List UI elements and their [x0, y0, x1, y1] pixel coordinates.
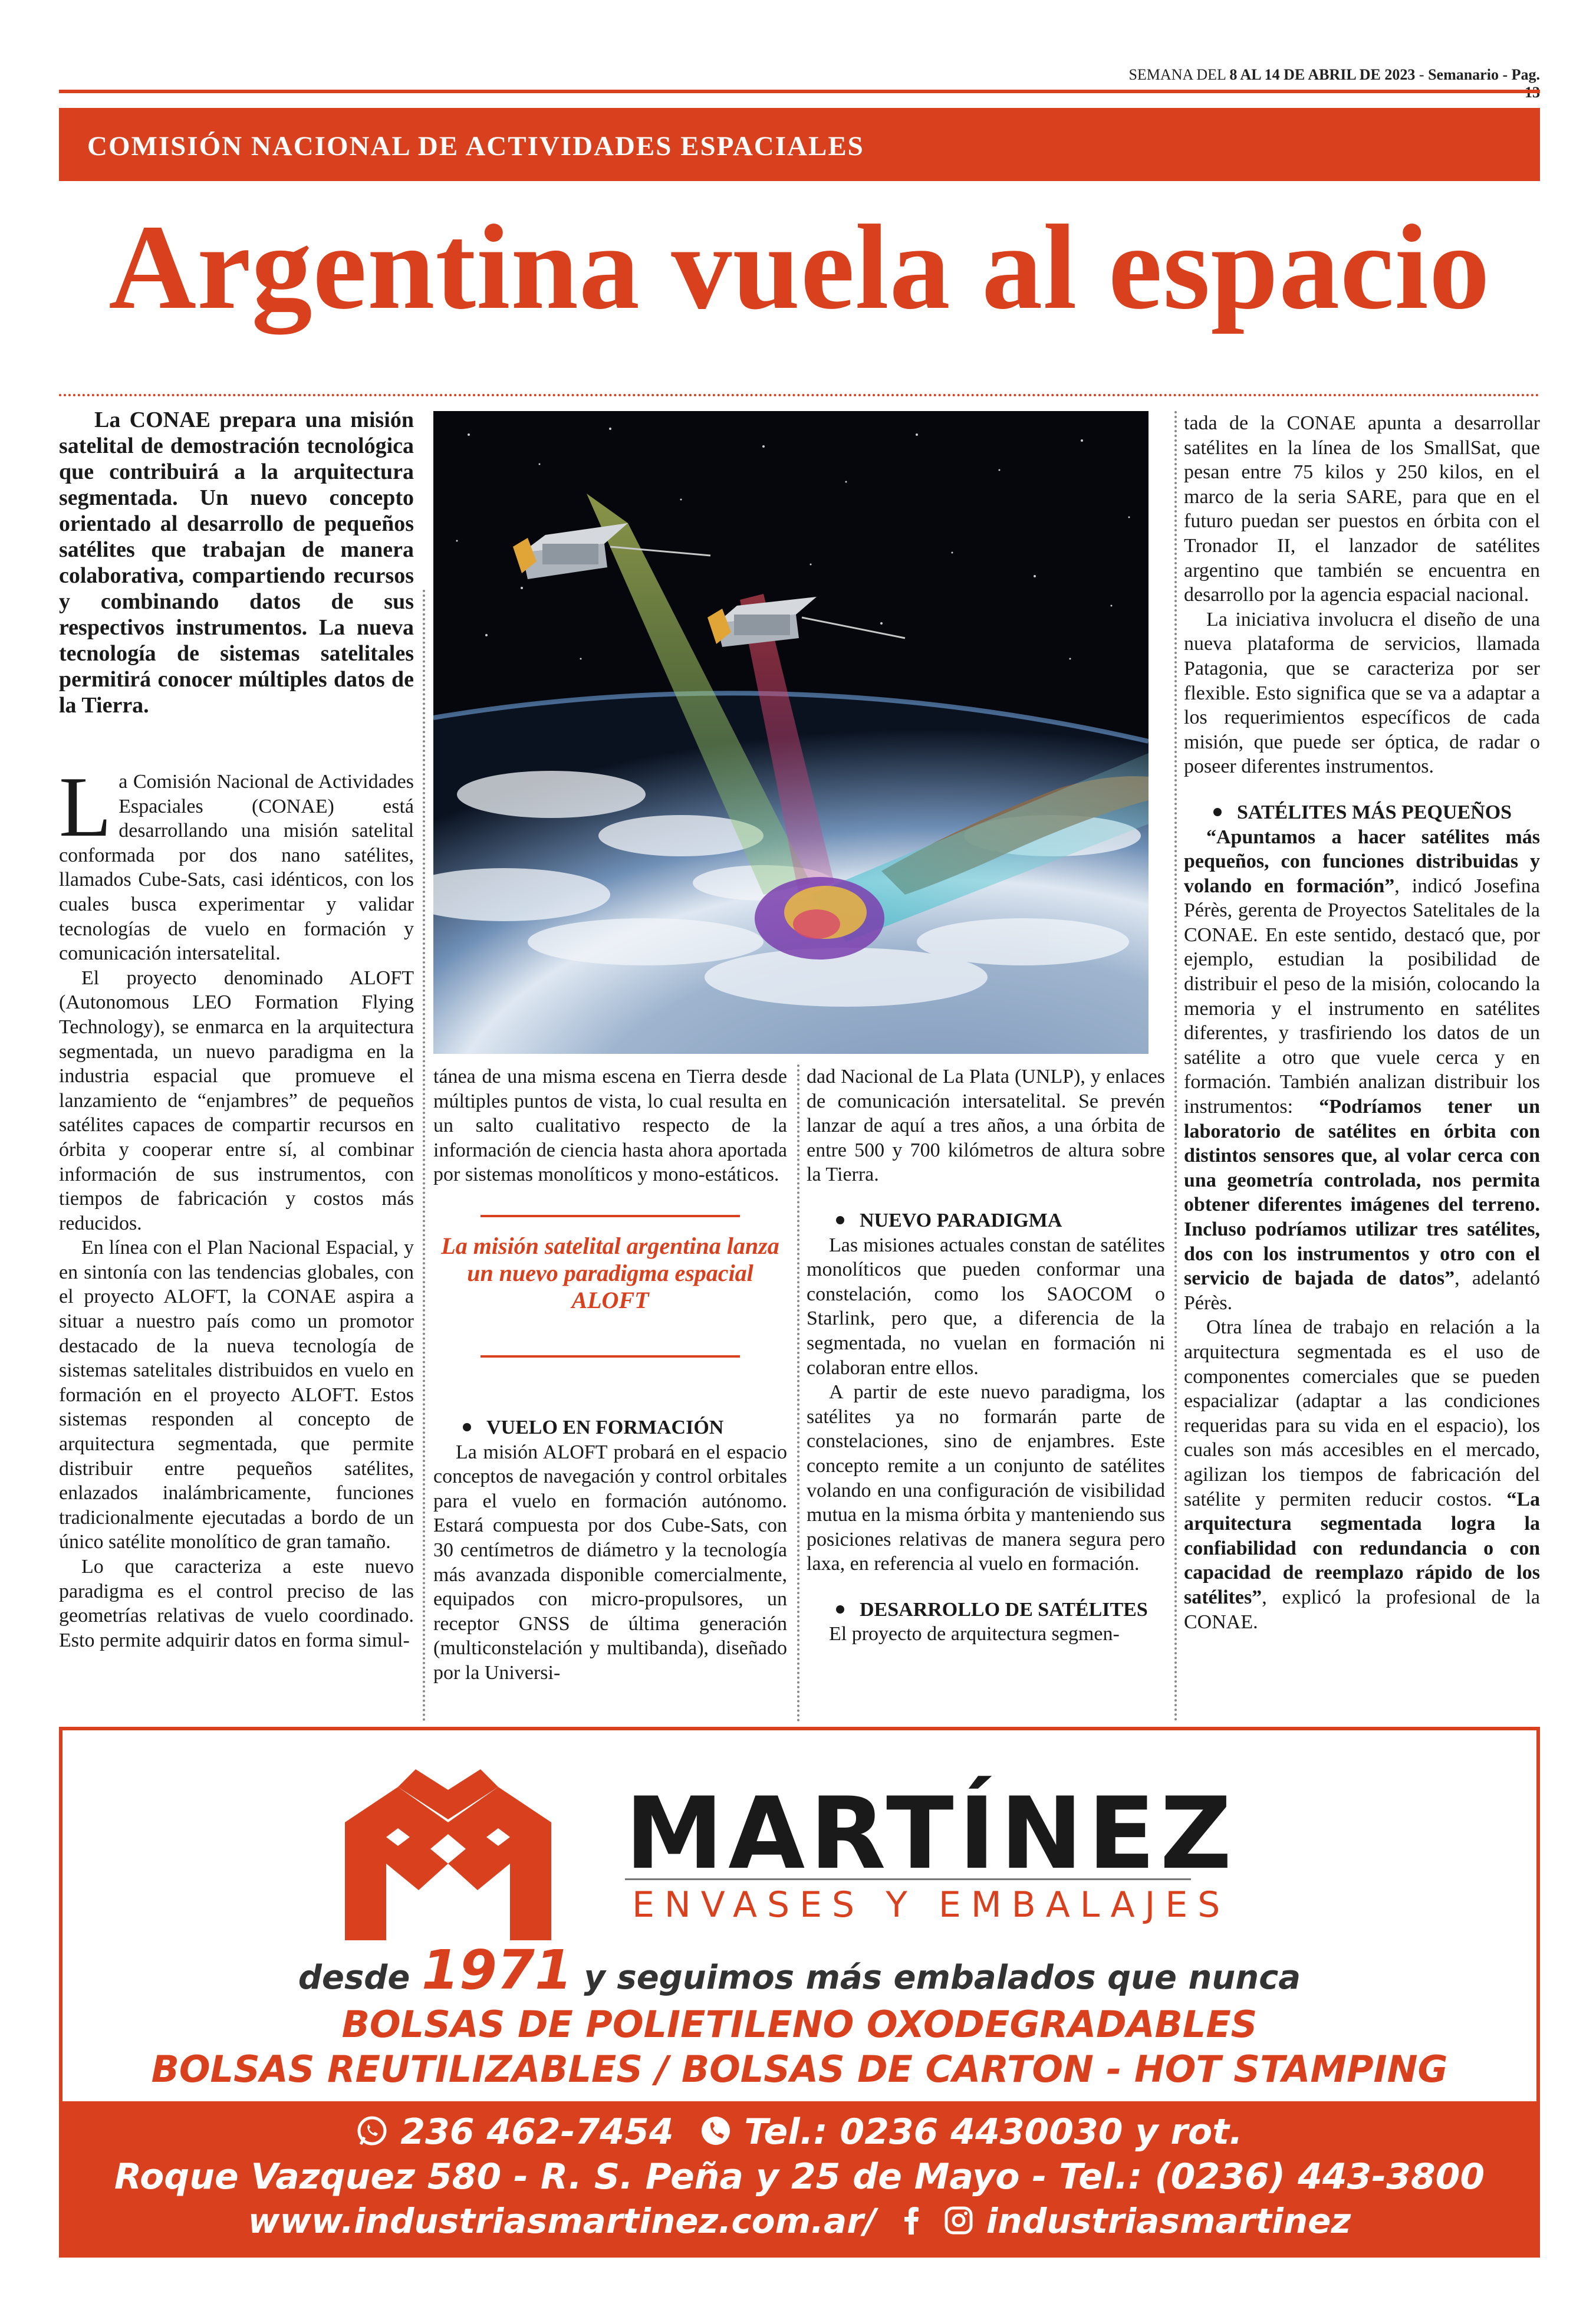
drop-cap: L — [59, 759, 112, 855]
satellite-photo — [433, 411, 1149, 1054]
col2-paragraph-1: tánea de una misma escena en Tierra desde múltiples puntos de vista, lo cual resulta en un salto cualitativo respecto de la información de ciencia hasta ahora aportada por sistemas monolíticos y mono-estáticos. — [433, 1066, 787, 1186]
col4-paragraph-4b: , explicó la profesional de la CONAE. — [1184, 1586, 1540, 1633]
col4-paragraph-2: La iniciativa involucra el diseño de una nueva plataforma de servicios, llamada Patagonia, que se caracteriza por ser flexible. Esto significa que se va a adaptar a los requerimientos específicos de cada misión, que puede ser óptica, de radar o poseer diferentes instrumentos. — [1184, 608, 1540, 778]
ad-contact-band — [62, 2101, 1536, 2254]
col1-paragraph-1: a Comisión Nacional de Actividades Espaciales (CONAE) está desarrollando una misión satelital conformada por dos nano satélites, llamados Cube-Sats, casi idénticos, con los cuales busca experimentar y validar tecnologías de vuelo en formación y comunicación intersatelital. — [59, 771, 414, 965]
subhead-satelites — [1184, 800, 1540, 825]
ad-social-handle[interactable]: industriasmartinez — [986, 2201, 1351, 2241]
ad-product-line-1: BOLSAS DE POLIETILENO OXODEGRADABLES — [341, 2003, 1258, 2046]
subhead-vuelo — [433, 1415, 787, 1440]
col1-paragraph-4: Lo que caracteriza a este nuevo paradigma es el control preciso de las geometrías relativas de vuelo coordinado. Esto permite adquirir datos en forma simul- — [59, 1556, 414, 1651]
subhead-vuelo-text: VUELO EN FORMACIÓN — [486, 1417, 724, 1438]
col3-paragraph-2: Las misiones actuales constan de satélites monolíticos que pueden conformar una constelación, como los SAOCOM o Starlink, pero que, a diferencia de la segmentada, no vuelan en formación ni colaboran entre ellos. — [807, 1234, 1165, 1379]
article-column-2 — [433, 1064, 787, 1187]
bullet-icon — [463, 1423, 471, 1431]
col2-paragraph-2: La misión ALOFT probará en el espacio conceptos de navegación y control orbitales para el vuelo en formación autónomo. Estará compuesta por dos Cube-Sats, con 30 centímetros de diámetro y la tecnología más avanzada disponible comercialmente, equipados con micro-propulsores, un receptor GNSS de última generación (multiconstelación y multibanda), diseñado por la Universi- — [433, 1441, 787, 1684]
ad-website[interactable]: www.industriasmartinez.com.ar/ — [248, 2201, 877, 2241]
article-column-2-lower — [433, 1415, 787, 1686]
ad-address: Roque Vazquez 580 - R. S. Peña y 25 de Mayo - Tel.: (0236) 443-3800 — [114, 2156, 1485, 2197]
whatsapp-icon — [356, 2115, 388, 2153]
folio-prefix: SEMANA DEL — [1128, 66, 1230, 83]
article-column-1 — [59, 759, 414, 1652]
bullet-icon — [1213, 808, 1222, 816]
article-column-3 — [807, 1064, 1165, 1647]
col3-paragraph-3: A partir de este nuevo paradigma, los satélites ya no formarán parte de constelaciones, sino de enjambres. Este concepto remite a un conjunto de satélites volando en una configuración de visibilidad mutua en la misma órbita y manteniendo sus posiciones relativas de manera segura pero laxa, en referencia al vuelo en formación. — [807, 1381, 1165, 1575]
ad-product-line-2: BOLSAS REUTILIZABLES / BOLSAS DE CARTON - HOT STAMPING — [151, 2048, 1448, 2091]
col3-paragraph-4: El proyecto de arquitectura segmen- — [829, 1623, 1120, 1645]
ad-tagline — [59, 1940, 1540, 2000]
col4-paragraph-1: tada de la CONAE apunta a desarrollar satélites en la línea de los SmallSat, que pesan entre 75 kilos y 250 kilos, en el marco de la seria SARE, para que en el futuro puedan ser puestos en órbita con el Tronador II, el lanzador de satélites argentino que también se encuentra en desarrollo por la agencia espacial nacional. — [1184, 412, 1540, 606]
martinez-logo-icon — [327, 1763, 569, 1952]
brand-divider — [625, 1878, 1191, 1880]
quote-3: “La arquitectura segmentada logra la confiabilidad con redundancia o con capacidad de reemplazo rápido de los satélites” — [1184, 1488, 1540, 1608]
folio-paper: Semanario — [1428, 66, 1499, 83]
headline-divider — [59, 394, 1540, 396]
section-title: COMISIÓN NACIONAL DE ACTIVIDADES ESPACIALES — [87, 131, 864, 162]
subhead-paradigma-text: NUEVO PARADIGMA — [860, 1209, 1062, 1231]
tagline-post: y seguimos más embalados que nunca — [572, 1959, 1301, 1997]
subhead-desarrollo — [807, 1598, 1165, 1622]
column-separator — [1174, 411, 1177, 1722]
article-column-4 — [1184, 411, 1540, 1634]
quote-1: “Apuntamos a hacer satélites más pequeños, con funciones distribuidas y volando en formación” — [1184, 826, 1540, 897]
folio-dates: 8 AL 14 DE ABRIL DE 2023 — [1229, 66, 1416, 83]
col4-paragraph-3a: , indicó Josefina Pérès, gerenta de Proyectos Satelitales de la CONAE. En este sentido, destacó que, por ejemplo, estudian la posibilidad de distribuir el peso de la misión, colocando la memoria y el instrumento en satélites diferentes, y trasfiriendo los datos de un satélite a otro que vuele cerca y en formación. También analizan distribuir los instrumentos: — [1184, 875, 1540, 1118]
tagline-pre: desde — [298, 1959, 422, 1997]
page-folio — [1120, 66, 1540, 101]
subhead-satelites-text: SATÉLITES MÁS PEQUEÑOS — [1237, 801, 1512, 823]
headline: Argentina vuela al espacio — [108, 199, 1490, 334]
col1-paragraph-2: El proyecto denominado ALOFT (Autonomous LEO Formation Flying Technology), se enmarca en la arquitectura segmentada, un nuevo paradigma en la industria espacial que promueve el lanzamiento de “enjambres” de pequeños satélites capaces de compartir recursos en órbita y cooperar entre sí, al combinar información de sus instrumentos, con tiempos de fabricación y costos más reducidos. — [59, 967, 414, 1234]
section-bar — [59, 108, 1540, 181]
pullquote: La misión satelital argentina lanza un nuevo paradigma espacial ALOFT — [441, 1233, 779, 1313]
facebook-icon — [900, 2205, 923, 2241]
column-separator — [797, 1064, 799, 1722]
top-rule — [59, 90, 1540, 93]
pullquote-rule-bottom — [481, 1355, 740, 1358]
pullquote-rule-top — [481, 1215, 740, 1217]
col1-paragraph-3: En línea con el Plan Nacional Espacial, y en sintonía con las tendencias globales, con el proyecto ALOFT, la CONAE aspira a situar a nuestro país como un promotor destacado de la nueva tecnología de sistemas satelitales distribuidos en vuelo en formación en el proyecto ALOFT. Estos sistemas responden al concepto de arquitectura segmentada, que permite distribuir entre pequeños satélites, enlazados inalámbricamente, funciones tradicionalmente ejecutadas a bordo de un único satélite monolítico de gran tamaño. — [59, 1237, 414, 1553]
phone-icon — [700, 2115, 732, 2153]
brand-name: MARTÍNEZ — [625, 1776, 1237, 1891]
folio-page: - Pag. — [1502, 66, 1540, 83]
subhead-desarrollo-text: DESARROLLO DE SATÉLITES — [860, 1598, 1148, 1621]
tagline-year: 1971 — [421, 1939, 572, 2002]
brand-subtitle: ENVASES Y EMBALAJES — [632, 1884, 1230, 1926]
bullet-icon — [836, 1605, 844, 1614]
ad-contact-row-1 — [62, 2111, 1536, 2153]
lead-paragraph: La CONAE prepara una misión satelital de demostración tecnológica que contribuirá a la arquitectura segmentada. Un nuevo concepto orientado al desarrollo de pequeños satélites que trabajan de manera colaborativa, compartiendo recursos y combinando datos de sus respectivos instrumentos. La nueva tecnología de sistemas satelitales permitirá conocer múltiples datos de la Tierra. — [59, 408, 414, 718]
ad-contact-row-3 — [62, 2201, 1536, 2241]
folio-sep: - — [1415, 66, 1429, 83]
col4-paragraph-4: Otra línea de trabajo en relación a la arquitectura segmentada es el uso de componentes comerciales que se pueden espacializar (adaptar a las condiciones requeridas para su vida en el espacio), los cuales son más accesibles en el mercado, agilizan los tiempos de fabricación del satélite y permiten reducir costos. — [1184, 1316, 1540, 1510]
col4-paragraph-3b: , adelantó Pérès. — [1184, 1267, 1540, 1314]
subhead-paradigma — [807, 1208, 1165, 1233]
quote-2: “Podríamos tener un laboratorio de satélites en órbita con distintos sensores que, al volar cerca con una geometría controlada, nos permita obtener diferentes imágenes del terreno. Incluso podríamos utilizar tres satélites, dos con los instrumentos y otro con el servicio de bajada de datos” — [1184, 1096, 1540, 1290]
bullet-icon — [836, 1216, 844, 1224]
column-separator — [423, 590, 425, 1722]
instagram-icon — [943, 2205, 974, 2241]
col3-paragraph-1: dad Nacional de La Plata (UNLP), y enlaces de comunicación intersatelital. Se prevén lanzar de aquí a tres años, a una órbita de entre 500 y 700 kilómetros de altura sobre la Tierra. — [807, 1066, 1165, 1186]
phone-number: Tel.: 0236 4430030 y rot. — [744, 2111, 1243, 2153]
whatsapp-number: 236 462-7454 — [400, 2111, 674, 2153]
